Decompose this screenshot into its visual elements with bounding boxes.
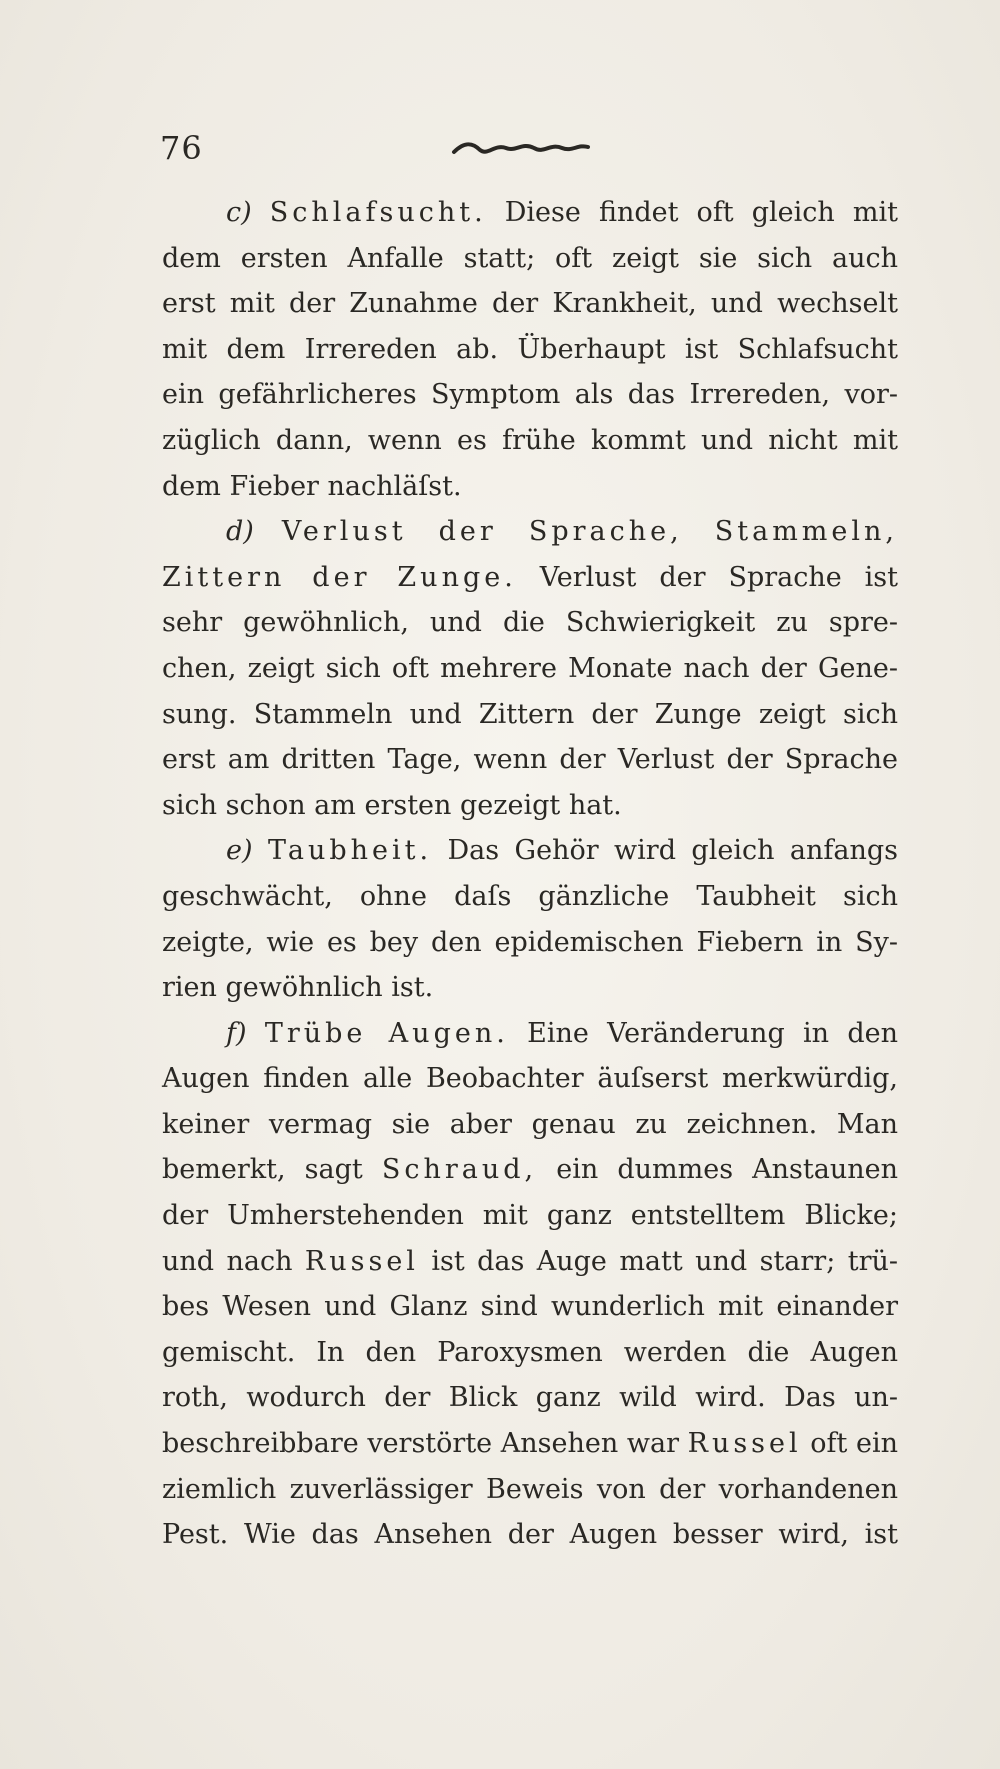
item-label: c) — [226, 197, 252, 228]
text-line: Augen finden alle Beobachter äuſserst merkwürdig, — [162, 1063, 898, 1095]
item-term: Verlust der Sprache, Stammeln, — [281, 516, 898, 548]
text-line: dem Fieber nachläſst. — [162, 470, 462, 502]
text-line: e) Taubheit. Das Gehör wird gleich anfangs — [226, 835, 898, 867]
text-line: mit dem Irrereden ab. Überhaupt ist Schlafsucht — [162, 333, 898, 365]
item-term: Trübe Augen. — [264, 1017, 509, 1049]
text-line: erst mit der Zunahme der Krankheit, und wechselt — [162, 288, 898, 320]
item-label: f) — [226, 1017, 247, 1049]
item-label: d) — [226, 516, 254, 548]
page-header — [160, 128, 900, 168]
text-line: ziemlich zuverlässiger Beweis von der vorhandenen — [162, 1473, 898, 1505]
paragraph-e — [162, 828, 898, 1010]
text-line — [162, 509, 898, 555]
text-line: bemerkt, sagt Schraud, ein dummes Anstaunen — [162, 1154, 898, 1186]
text-line: roth, wodurch der Blick ganz wild wird. Das un- — [162, 1382, 898, 1414]
text-line: Pest. Wie das Ansehen der Augen besser wird, ist — [162, 1519, 898, 1551]
text-line: sung. Stammeln und Zittern der Zunge zeigt sich — [162, 698, 898, 730]
item-term: Taubheit. — [267, 835, 433, 867]
person-name: Russel — [304, 1245, 419, 1277]
text-line: keiner vermag sie aber genau zu zeichnen. Man — [162, 1108, 898, 1140]
paragraph-c — [162, 190, 898, 509]
text-line: rien gewöhnlich ist. — [162, 972, 434, 1004]
text-line: f) Trübe Augen. Eine Veränderung in den — [226, 1017, 898, 1049]
text-line: geschwächt, ohne daſs gänzliche Taubheit sich — [162, 880, 898, 912]
text-line: dem ersten Anfalle statt; oft zeigt sie sich auch — [162, 242, 898, 274]
page-number: 76 — [160, 129, 203, 167]
text-line: sich schon am ersten gezeigt hat. — [162, 789, 622, 821]
text-line: gemischt. In den Paroxysmen werden die Augen — [162, 1336, 898, 1368]
text-line: erst am dritten Tage, wenn der Verlust der Sprache — [162, 744, 898, 776]
body-text — [162, 190, 898, 1558]
text-line: zeigte, wie es bey den epidemischen Fiebern in Sy- — [162, 926, 898, 958]
paragraph-d — [162, 509, 898, 828]
item-term: Zittern der Zunge. — [162, 561, 517, 593]
text-line: Zittern der Zunge. Verlust der Sprache ist — [162, 561, 899, 593]
text-line: der Umherstehenden mit ganz entstelltem Blicke; — [162, 1200, 898, 1232]
item-term: Schlafsucht. — [269, 197, 487, 228]
person-name: Schraud, — [381, 1154, 538, 1186]
text-line: bes Wesen und Glanz sind wunderlich mit einander — [162, 1291, 898, 1323]
text-line: beschreibbare verstörte Ansehen war Russel oft ein — [162, 1428, 898, 1460]
text-line: züglich dann, wenn es frühe kommt und nicht mit — [162, 424, 898, 456]
person-name: Russel — [687, 1428, 802, 1460]
text-line: c) Schlafsucht. Diese findet oft gleich mit — [226, 197, 898, 228]
text-line: und nach Russel ist das Auge matt und starr; trü- — [162, 1245, 898, 1277]
text-line: ein gefährlicheres Symptom als das Irrereden, vor- — [162, 379, 898, 411]
item-label: e) — [226, 835, 253, 867]
text-line: chen, zeigt sich oft mehrere Monate nach der Gene- — [162, 652, 898, 684]
ornament-swash-icon — [450, 138, 595, 160]
text-line: sehr gewöhnlich, und die Schwierigkeit zu spre- — [162, 607, 898, 639]
paragraph-f — [162, 1011, 898, 1558]
